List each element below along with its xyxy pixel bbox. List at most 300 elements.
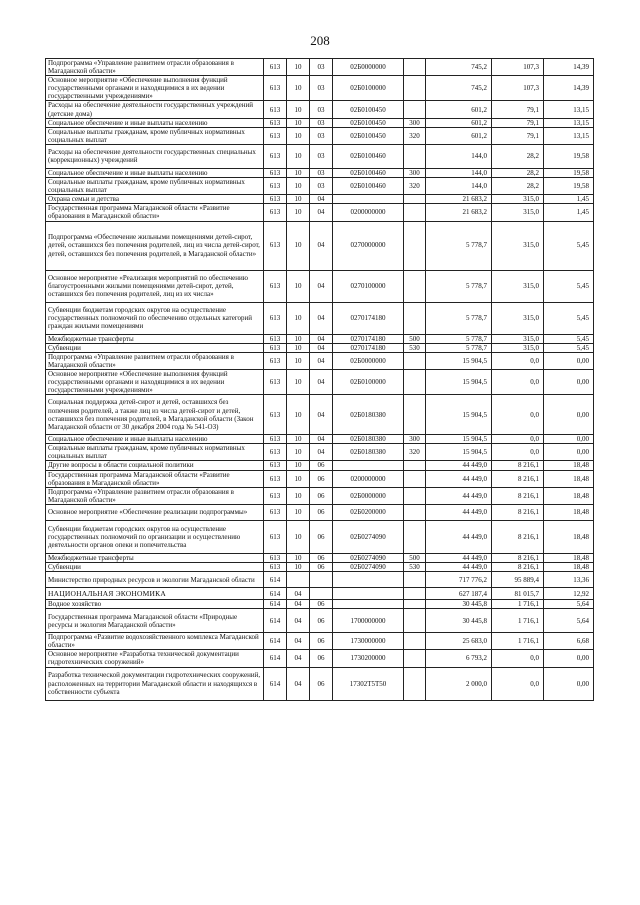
cell-plan: 15 904,5	[426, 352, 492, 369]
cell-plan: 5 778,7	[426, 270, 492, 302]
cell-plan: 44 449,0	[426, 470, 492, 487]
cell-executed: 95 889,4	[492, 572, 544, 588]
table-row	[46, 178, 594, 195]
cell-section: 10	[287, 553, 310, 562]
table-row	[46, 588, 594, 600]
cell-ministry: 613	[264, 144, 287, 168]
cell-type	[404, 101, 426, 118]
cell-subsection: 04	[310, 195, 333, 204]
cell-subsection: 03	[310, 76, 333, 101]
cell-plan: 15 904,5	[426, 369, 492, 394]
cell-section: 10	[287, 76, 310, 101]
cell-target: 02Б0000000	[333, 352, 404, 369]
cell-target: 0270100000	[333, 270, 404, 302]
cell-plan: 144,0	[426, 168, 492, 177]
cell-executed: 0,0	[492, 395, 544, 435]
cell-ministry: 614	[264, 667, 287, 700]
cell-plan: 30 445,8	[426, 609, 492, 633]
table-row	[46, 470, 594, 487]
cell-ministry: 613	[264, 504, 287, 520]
cell-executed: 315,0	[492, 221, 544, 270]
cell-executed: 8 216,1	[492, 487, 544, 504]
cell-type	[404, 59, 426, 76]
cell-name: Государственная программа Магаданской области «Развитие образования в Магаданской области»	[46, 204, 264, 221]
cell-ministry: 613	[264, 168, 287, 177]
cell-executed: 79,1	[492, 118, 544, 127]
cell-plan: 44 449,0	[426, 520, 492, 553]
cell-name: Субвенции	[46, 563, 264, 572]
cell-ministry: 614	[264, 650, 287, 667]
table-row	[46, 667, 594, 700]
cell-section: 04	[287, 600, 310, 609]
cell-subsection: 04	[310, 435, 333, 444]
table-row	[46, 572, 594, 588]
cell-subsection: 04	[310, 352, 333, 369]
cell-percent: 13,15	[544, 101, 594, 118]
cell-subsection	[310, 572, 333, 588]
cell-name: Социальные выплаты гражданам, кроме публичных нормативных социальных выплат	[46, 178, 264, 195]
cell-executed: 0,0	[492, 435, 544, 444]
cell-type	[404, 572, 426, 588]
cell-plan: 21 683,2	[426, 204, 492, 221]
cell-executed: 315,0	[492, 270, 544, 302]
cell-ministry: 614	[264, 633, 287, 650]
cell-percent: 0,00	[544, 369, 594, 394]
cell-executed: 8 216,1	[492, 553, 544, 562]
cell-plan: 5 778,7	[426, 302, 492, 334]
cell-name: Субвенции	[46, 343, 264, 352]
cell-executed: 107,3	[492, 59, 544, 76]
cell-subsection: 03	[310, 118, 333, 127]
cell-section: 10	[287, 168, 310, 177]
cell-section: 10	[287, 302, 310, 334]
cell-type	[404, 144, 426, 168]
cell-target: 02Б0100000	[333, 369, 404, 394]
cell-type	[404, 650, 426, 667]
cell-target	[333, 600, 404, 609]
cell-target: 02Б0100000	[333, 76, 404, 101]
cell-target: 1730000000	[333, 633, 404, 650]
table-row	[46, 520, 594, 553]
cell-percent: 0,00	[544, 667, 594, 700]
table-row	[46, 609, 594, 633]
cell-target: 0200000000	[333, 470, 404, 487]
cell-plan: 5 778,7	[426, 221, 492, 270]
cell-subsection: 06	[310, 600, 333, 609]
cell-type	[404, 270, 426, 302]
table-body	[46, 59, 594, 701]
cell-section: 10	[287, 563, 310, 572]
cell-executed: 1 716,1	[492, 633, 544, 650]
cell-section: 10	[287, 504, 310, 520]
cell-section: 10	[287, 144, 310, 168]
cell-name: Субвенции бюджетам городских округов на осуществление государственных полномочий по организации и осуществлению деятельности органов опеки и попечительства	[46, 520, 264, 553]
cell-target: 1700000000	[333, 609, 404, 633]
cell-section: 10	[287, 59, 310, 76]
cell-ministry: 614	[264, 572, 287, 588]
cell-executed: 8 216,1	[492, 520, 544, 553]
cell-percent: 14,39	[544, 76, 594, 101]
cell-name: Государственная программа Магаданской области «Развитие образования в Магаданской области»	[46, 470, 264, 487]
cell-executed: 8 216,1	[492, 461, 544, 470]
cell-percent: 18,48	[544, 487, 594, 504]
cell-executed: 107,3	[492, 76, 544, 101]
cell-target: 17302Т5Т50	[333, 667, 404, 700]
table-row	[46, 302, 594, 334]
cell-type	[404, 609, 426, 633]
cell-plan: 44 449,0	[426, 487, 492, 504]
cell-percent: 0,00	[544, 650, 594, 667]
cell-type: 300	[404, 435, 426, 444]
cell-percent: 0,00	[544, 352, 594, 369]
cell-executed: 0,0	[492, 352, 544, 369]
cell-section: 10	[287, 520, 310, 553]
cell-subsection: 06	[310, 609, 333, 633]
cell-target: 02Б0274090	[333, 553, 404, 562]
cell-executed: 8 216,1	[492, 563, 544, 572]
cell-plan: 30 445,8	[426, 600, 492, 609]
cell-subsection: 06	[310, 461, 333, 470]
cell-executed: 79,1	[492, 101, 544, 118]
cell-section: 10	[287, 195, 310, 204]
cell-percent: 5,64	[544, 609, 594, 633]
cell-type: 500	[404, 553, 426, 562]
cell-plan: 601,2	[426, 101, 492, 118]
cell-subsection: 06	[310, 633, 333, 650]
cell-target	[333, 195, 404, 204]
cell-ministry: 613	[264, 435, 287, 444]
table-row	[46, 650, 594, 667]
cell-target: 02Б0180380	[333, 444, 404, 461]
cell-name: Социальное обеспечение и иные выплаты населению	[46, 435, 264, 444]
cell-percent: 5,45	[544, 221, 594, 270]
cell-ministry: 613	[264, 59, 287, 76]
cell-target: 02Б0100460	[333, 168, 404, 177]
cell-section: 10	[287, 487, 310, 504]
cell-target: 0270174180	[333, 302, 404, 334]
table-row	[46, 168, 594, 177]
cell-section: 10	[287, 204, 310, 221]
cell-section: 10	[287, 435, 310, 444]
cell-subsection: 03	[310, 144, 333, 168]
cell-subsection: 04	[310, 343, 333, 352]
cell-type: 300	[404, 168, 426, 177]
cell-type	[404, 302, 426, 334]
cell-section: 10	[287, 127, 310, 144]
cell-section: 10	[287, 444, 310, 461]
cell-section: 10	[287, 118, 310, 127]
cell-executed: 315,0	[492, 204, 544, 221]
cell-subsection: 06	[310, 487, 333, 504]
table-row	[46, 127, 594, 144]
cell-type: 530	[404, 343, 426, 352]
cell-subsection: 04	[310, 270, 333, 302]
cell-subsection: 04	[310, 221, 333, 270]
cell-target: 02Б0100460	[333, 178, 404, 195]
cell-percent: 0,00	[544, 395, 594, 435]
cell-executed: 28,2	[492, 168, 544, 177]
cell-percent: 1,45	[544, 204, 594, 221]
cell-name: Социальное обеспечение и иные выплаты населению	[46, 168, 264, 177]
cell-target: 1730200000	[333, 650, 404, 667]
cell-name: Основное мероприятие «Обеспечение реализации подпрограммы»	[46, 504, 264, 520]
cell-target	[333, 461, 404, 470]
cell-executed: 8 216,1	[492, 504, 544, 520]
table-row	[46, 270, 594, 302]
cell-target: 02Б0274090	[333, 520, 404, 553]
cell-name: Социальное обеспечение и иные выплаты населению	[46, 118, 264, 127]
table-row	[46, 435, 594, 444]
cell-percent: 5,45	[544, 270, 594, 302]
cell-type	[404, 633, 426, 650]
cell-type	[404, 352, 426, 369]
cell-name: Подпрограмма «Управление развитием отрасли образования в Магаданской области»	[46, 352, 264, 369]
cell-percent: 19,58	[544, 178, 594, 195]
cell-plan: 627 187,4	[426, 588, 492, 600]
cell-ministry: 613	[264, 118, 287, 127]
cell-section: 10	[287, 369, 310, 394]
cell-type	[404, 588, 426, 600]
cell-type	[404, 395, 426, 435]
cell-name: Субвенции бюджетам городских округов на осуществление государственных полномочий по обеспечению отдельных категорий граждан жилыми помещениями	[46, 302, 264, 334]
cell-type: 320	[404, 444, 426, 461]
table-row	[46, 369, 594, 394]
cell-plan: 44 449,0	[426, 461, 492, 470]
cell-plan: 2 000,0	[426, 667, 492, 700]
cell-ministry: 613	[264, 127, 287, 144]
cell-percent: 18,48	[544, 553, 594, 562]
cell-plan: 15 904,5	[426, 435, 492, 444]
cell-executed: 1 716,1	[492, 600, 544, 609]
cell-percent: 0,00	[544, 444, 594, 461]
cell-subsection: 04	[310, 204, 333, 221]
cell-name: Подпрограмма «Управление развитием отрасли образования в Магаданской области»	[46, 59, 264, 76]
cell-percent: 13,36	[544, 572, 594, 588]
cell-section: 04	[287, 609, 310, 633]
cell-target	[333, 588, 404, 600]
cell-ministry: 613	[264, 101, 287, 118]
table-row	[46, 444, 594, 461]
cell-executed: 79,1	[492, 127, 544, 144]
cell-type	[404, 470, 426, 487]
cell-ministry: 613	[264, 444, 287, 461]
cell-ministry: 613	[264, 302, 287, 334]
cell-target: 02Б0100460	[333, 144, 404, 168]
cell-name: Основное мероприятие «Разработка технической документации гидротехнических сооружений»	[46, 650, 264, 667]
cell-plan: 15 904,5	[426, 444, 492, 461]
cell-type	[404, 76, 426, 101]
cell-name: Межбюджетные трансферты	[46, 334, 264, 343]
cell-name: Государственная программа Магаданской области «Природные ресурсы и экология Магаданской области»	[46, 609, 264, 633]
cell-name: Основное мероприятие «Обеспечение выполнения функций государственными органами и находящимися в их ведении государственными учреждениями»	[46, 369, 264, 394]
cell-type	[404, 504, 426, 520]
cell-subsection: 06	[310, 553, 333, 562]
cell-target: 02Б0100450	[333, 127, 404, 144]
cell-subsection: 06	[310, 470, 333, 487]
budget-table	[45, 58, 594, 701]
cell-target: 02Б0180380	[333, 395, 404, 435]
table-row	[46, 553, 594, 562]
cell-ministry: 613	[264, 487, 287, 504]
cell-plan: 44 449,0	[426, 504, 492, 520]
cell-name: Расходы на обеспечение деятельности государственных учреждений (детские дома)	[46, 101, 264, 118]
cell-subsection: 04	[310, 395, 333, 435]
cell-section: 04	[287, 667, 310, 700]
table-row	[46, 600, 594, 609]
cell-ministry: 613	[264, 563, 287, 572]
cell-ministry: 614	[264, 600, 287, 609]
cell-section: 10	[287, 470, 310, 487]
cell-ministry: 613	[264, 343, 287, 352]
table-row	[46, 144, 594, 168]
cell-executed: 28,2	[492, 144, 544, 168]
cell-subsection: 03	[310, 59, 333, 76]
cell-subsection: 06	[310, 650, 333, 667]
cell-percent: 5,45	[544, 334, 594, 343]
cell-percent: 0,00	[544, 435, 594, 444]
cell-target: 0200000000	[333, 204, 404, 221]
cell-plan: 717 776,2	[426, 572, 492, 588]
cell-type: 300	[404, 118, 426, 127]
table-row	[46, 221, 594, 270]
cell-type: 320	[404, 127, 426, 144]
cell-percent: 14,39	[544, 59, 594, 76]
cell-target: 02Б0274090	[333, 563, 404, 572]
cell-name: Расходы на обеспечение деятельности государственных специальных (коррекционных) учреждений	[46, 144, 264, 168]
cell-executed: 315,0	[492, 334, 544, 343]
cell-name: Основное мероприятие «Реализация мероприятий по обеспечению благоустроенными жилыми помещениями детей-сирот, детей, оставшихся без попечения родителей, лиц из их числа»	[46, 270, 264, 302]
cell-subsection: 03	[310, 178, 333, 195]
cell-ministry: 613	[264, 553, 287, 562]
cell-percent: 18,48	[544, 563, 594, 572]
table-row	[46, 101, 594, 118]
cell-section: 10	[287, 395, 310, 435]
cell-section: 04	[287, 588, 310, 600]
cell-percent: 13,15	[544, 127, 594, 144]
cell-ministry: 613	[264, 76, 287, 101]
cell-subsection: 03	[310, 168, 333, 177]
cell-type	[404, 461, 426, 470]
cell-percent: 18,48	[544, 461, 594, 470]
cell-percent: 18,48	[544, 470, 594, 487]
cell-subsection: 03	[310, 101, 333, 118]
cell-ministry: 613	[264, 204, 287, 221]
table-row	[46, 59, 594, 76]
table-row	[46, 461, 594, 470]
cell-percent: 19,58	[544, 144, 594, 168]
cell-name: Подпрограмма «Управление развитием отрасли образования в Магаданской области»	[46, 487, 264, 504]
cell-section	[287, 572, 310, 588]
cell-type	[404, 369, 426, 394]
cell-plan: 21 683,2	[426, 195, 492, 204]
cell-subsection: 06	[310, 520, 333, 553]
cell-ministry: 613	[264, 395, 287, 435]
table-row	[46, 352, 594, 369]
cell-section: 10	[287, 101, 310, 118]
cell-plan: 601,2	[426, 127, 492, 144]
cell-plan: 601,2	[426, 118, 492, 127]
cell-section: 10	[287, 334, 310, 343]
cell-executed: 315,0	[492, 343, 544, 352]
cell-type: 500	[404, 334, 426, 343]
cell-ministry: 613	[264, 195, 287, 204]
cell-plan: 5 778,7	[426, 334, 492, 343]
cell-plan: 5 778,7	[426, 343, 492, 352]
cell-type: 530	[404, 563, 426, 572]
cell-percent: 18,48	[544, 520, 594, 553]
cell-ministry: 613	[264, 352, 287, 369]
cell-type	[404, 600, 426, 609]
cell-ministry: 613	[264, 470, 287, 487]
cell-subsection: 06	[310, 667, 333, 700]
cell-subsection: 04	[310, 444, 333, 461]
cell-name: Разработка технической документации гидротехнических сооружений, расположенных на территории Магаданской области и находящихся в собственности субъекта	[46, 667, 264, 700]
cell-name: Социальная поддержка детей-сирот и детей, оставшихся без попечения родителей, а также лиц из числа детей-сирот и детей, оставшихся без попечения родителей, в Магаданской области (Закон Магаданской области от 30 декабря 2004 года № 541-ОЗ)	[46, 395, 264, 435]
table-row	[46, 334, 594, 343]
cell-subsection: 03	[310, 127, 333, 144]
cell-ministry: 613	[264, 520, 287, 553]
cell-ministry: 613	[264, 221, 287, 270]
cell-target: 02Б0100450	[333, 118, 404, 127]
cell-plan: 144,0	[426, 144, 492, 168]
cell-target: 0270000000	[333, 221, 404, 270]
cell-percent: 12,92	[544, 588, 594, 600]
page-number: 208	[310, 33, 330, 48]
cell-target: 02Б0100450	[333, 101, 404, 118]
cell-name: Подпрограмма «Развитие водохозяйственного комплекса Магаданской области»	[46, 633, 264, 650]
cell-type	[404, 487, 426, 504]
cell-section: 04	[287, 650, 310, 667]
cell-executed: 315,0	[492, 302, 544, 334]
cell-executed: 0,0	[492, 667, 544, 700]
cell-target: 02Б0000000	[333, 487, 404, 504]
cell-ministry: 613	[264, 270, 287, 302]
cell-target: 02Б0180380	[333, 435, 404, 444]
cell-target	[333, 572, 404, 588]
cell-target: 0270174180	[333, 343, 404, 352]
cell-ministry: 613	[264, 178, 287, 195]
table-row	[46, 195, 594, 204]
cell-type	[404, 221, 426, 270]
cell-type: 320	[404, 178, 426, 195]
cell-name: НАЦИОНАЛЬНАЯ ЭКОНОМИКА	[46, 588, 264, 600]
cell-plan: 15 904,5	[426, 395, 492, 435]
cell-percent: 5,64	[544, 600, 594, 609]
cell-ministry: 614	[264, 588, 287, 600]
table-row	[46, 118, 594, 127]
cell-executed: 0,0	[492, 369, 544, 394]
cell-section: 10	[287, 221, 310, 270]
cell-plan: 745,2	[426, 76, 492, 101]
cell-ministry: 613	[264, 369, 287, 394]
cell-executed: 28,2	[492, 178, 544, 195]
cell-subsection: 06	[310, 504, 333, 520]
cell-ministry: 614	[264, 609, 287, 633]
cell-subsection: 04	[310, 369, 333, 394]
cell-percent: 19,58	[544, 168, 594, 177]
cell-name: Министерство природных ресурсов и экологии Магаданской области	[46, 572, 264, 588]
cell-plan: 25 683,0	[426, 633, 492, 650]
cell-percent: 5,45	[544, 302, 594, 334]
table-row	[46, 504, 594, 520]
cell-subsection: 04	[310, 334, 333, 343]
table-row	[46, 395, 594, 435]
cell-target: 02Б0000000	[333, 59, 404, 76]
cell-percent: 5,45	[544, 343, 594, 352]
cell-plan: 6 793,2	[426, 650, 492, 667]
cell-percent: 6,68	[544, 633, 594, 650]
cell-plan: 44 449,0	[426, 553, 492, 562]
